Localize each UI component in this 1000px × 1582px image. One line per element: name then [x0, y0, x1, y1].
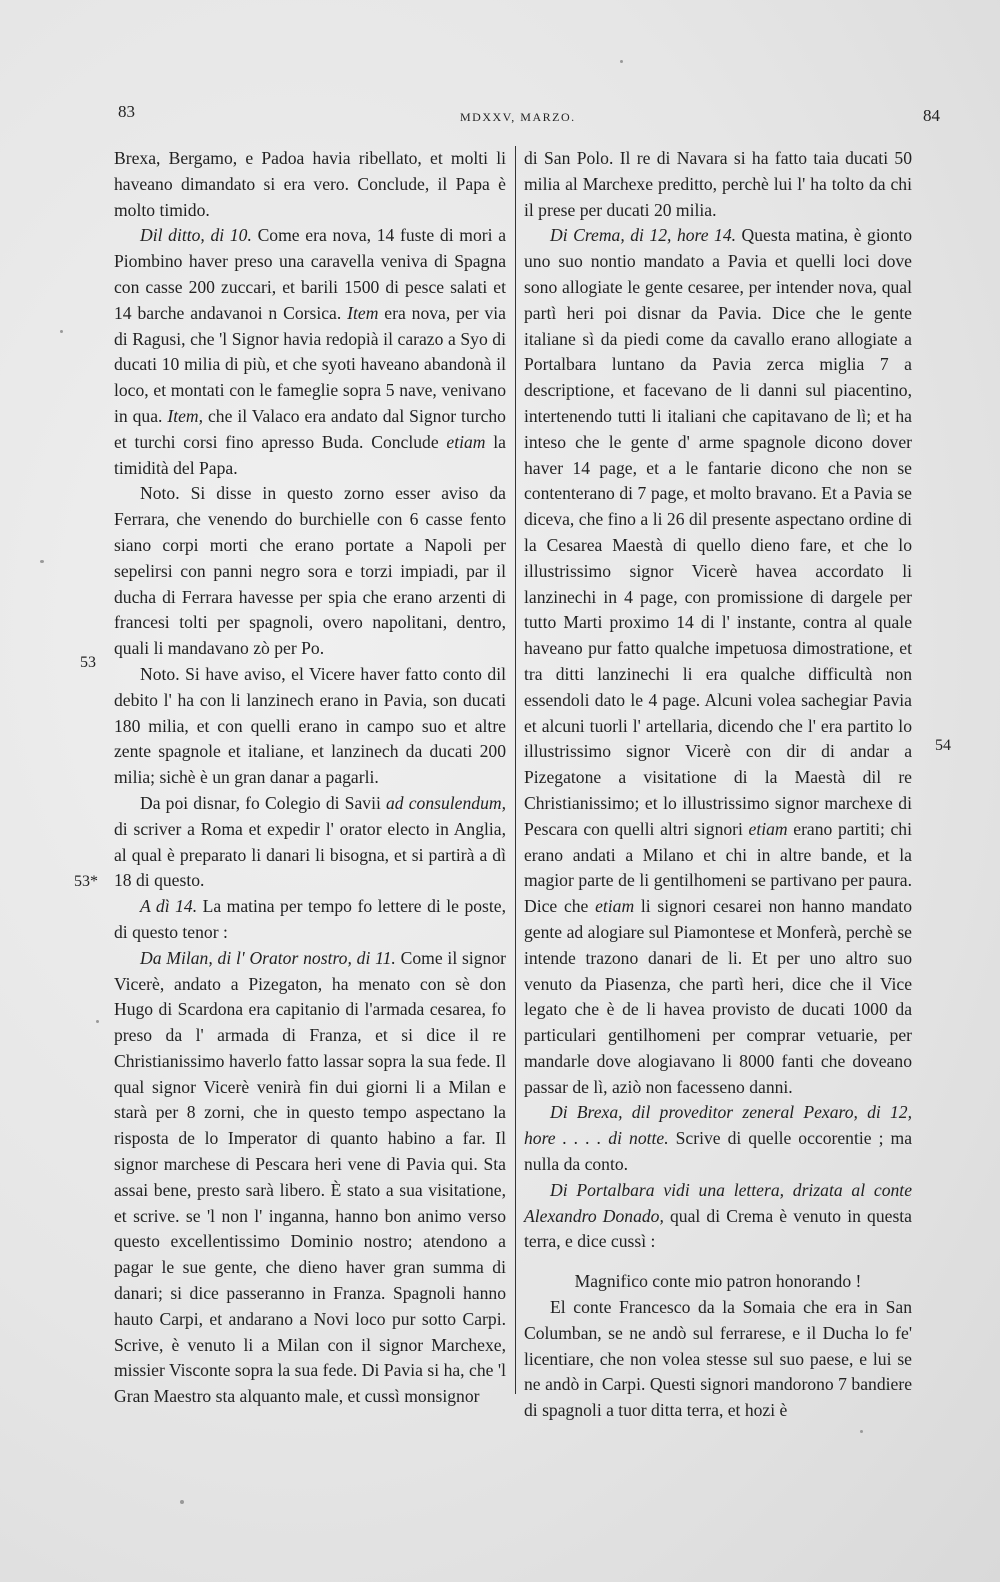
paper-speck — [860, 1430, 863, 1433]
text-run: La matina per tempo fo lettere di le poste, di questo tenor : — [114, 896, 506, 942]
text-run: Come il signor Vicerè, andato a Pizegaton, ha menato con sè don Hugo di Scardona era capitanio di l'armada cesarea, fo preso da l' armada di Franza, et si dice il re Christianissimo haverlo fatto lassar sopra la sua fede. Il qual signor Vicerè venirà fin dui giorni li a Milan e starà per 8 zorni, che in questo tempo aspectano la risposta de lo Imperator di quanto habino a far. Il signor marchese di Pescara heri vene di Pavia qui. Sta assai bene, presto sarà libero. È stato a sua visitatione, et scrive. se 'l non l' inganna, hanno bon animo verso questo excellentissimo Dominio nostro; atendono a pagar le sue gente, che dieno haver gran summa di danari; si dice passeranno in Franza. Spagnoli hanno hauto Carpi, et andarano a Novi loco pur sotto Carpi. Scrive, è venuto li a Milan con il signor Marchexe, missier Visconte sopra la sua fede. Di Pavia si ha, che 'l Gran Maestro sta alquanto male, et cussì monsignor — [114, 947, 506, 1407]
margin-number: 54 — [935, 737, 951, 754]
paper-speck — [40, 560, 44, 563]
dateline: Dil ditto, di 10. — [140, 225, 252, 246]
paragraph — [524, 1100, 912, 1177]
dateline: Di Crema, di 12, hore 14. — [550, 225, 737, 246]
right-column — [524, 146, 912, 1424]
italic-term: etiam — [748, 818, 788, 839]
text-run: era nova, per via di Ragusi, che 'l Signor havia redopià il carazo a Syo di ducati 10 milia di più, et che syoti haveano abandonà il loco, et montati con le fameglie sopra 5 nave, venivano in qua. — [114, 302, 506, 426]
paragraph: Noto. Si have aviso, el Vicere haver fatto conto dil debito l' ha con li lanzinech erano in Pavia, son ducati 180 milia, et con quelli erano in campo suo et altre zente spagnole et italiane, et lanzinech da ducati 200 milia; sichè è un gran danar a pagarli. — [114, 663, 506, 788]
text-run: erano partiti; chi erano andati a Milano et chi in altre bande, et la magior parte de li gentilhomeni se partivano per paura. Dice che — [524, 818, 912, 917]
page-header — [0, 102, 1000, 132]
text-run: la timidità del Papa. — [114, 431, 506, 478]
paragraph — [114, 791, 506, 894]
paper-speck — [620, 60, 623, 63]
letter-salutation: Magnifico conte mio patron honorando ! — [574, 1271, 862, 1292]
paragraph — [114, 894, 506, 946]
dateline: Di Brexa, dil proveditor zeneral Pexaro, di 12, hore . . . . di notte. — [524, 1102, 912, 1149]
paragraph: El conte Francesco da la Somaia che era in San Columban, se ne andò sul ferrarese, e il Ducha lo fe' licentiare, che non volea stesse sul suo paese, e lui se ne andò in Carpi. Questi signori mandorono 7 bandiere di spagnoli a tuor ditta terra, et hozi è — [524, 1297, 912, 1421]
text-run: Scrive di quelle occorentie ; ma nulla da conto. — [524, 1128, 912, 1175]
paragraph — [114, 946, 506, 1410]
text-run: li signori cesarei non hanno mandato gente ad alogiare sul Piamontese et Monferà, perchè se intende trazono danari de li. Et per uno altro suo venuto da Piasenza, che partì heri, dice che il Vice legato che è de li havea provisto de ducati 1000 da particulari gentilhomeni per comprar vetuarie, per mandarle dove alogiavano li 8000 fanti che doveano passar de lì, aziò non facesseno danni. — [524, 896, 912, 1097]
italic-term: Item — [347, 302, 379, 323]
italic-term: Item, — [167, 405, 204, 426]
paper-speck — [96, 1020, 99, 1023]
paragraph — [524, 1178, 912, 1255]
text-run: Questa matina, è gionto uno suo nontio mandato a Pavia et quelli loci dove sono allogiate le gente cesaree, per intender nova, qual partì heri poi disnar da Pavia. Dice che le gente italiane sì da piedi come da cavallo erano allogiate a Portalbara luntano da Pavia zerca miglia 7 a descriptione, et facevano de li danni sul piacentino, intertenendo tutti li italiani che capitavano de lì; et ha inteso che le gente d' arme spagnole dicono dover haver 14 page, et a le fantarie dicono che non se contenterano di 7 page, et molto bravano. Et a Pavia se diceva, che fino a li 26 dil presente aspectano ordine di la Cesarea Maestà di quello dieno fare, et che lo illustrissimo signor Vicerè havea accordato li lanzinechi in 4 page, con promissione di dargele per tutto Marti proximo 14 di l' instante, contra al quale haveano pur fatto qualche impetuosa dimostratione, et tra ditti lanzinechi li era qualche difficultà non essendoli dato le 4 page. Alcuni volea sachegiar Pavia et alcuni tuorli l' artellaria, dicendo che l' era partito lo illustrissimo signor Vicerè con dir di andar a Pizegatone a visitatione di la Maestà dil re Christianissimo; et lo illustrissimo signor marchexe di Pescara con quelli altri signori — [524, 225, 912, 839]
text-run: qual di Crema è venuto in questa terra, e dice cussì : — [524, 1205, 912, 1252]
page-number-left: 83 — [118, 102, 135, 121]
column-rule — [515, 146, 516, 1394]
italic-term: etiam — [446, 431, 486, 452]
italic-term: etiam — [595, 896, 635, 917]
margin-number: 53 — [80, 654, 96, 671]
text-run: Come era nova, 14 fuste di mori a Piombino haver preso una caravella veniva di Spagna con casse 200 zuccari, et barili 1500 di pesce salati et 14 barche andavanoi n Corsica. — [114, 225, 507, 323]
paragraph — [114, 223, 506, 481]
paragraph: Noto. Si disse in questo zorno esser aviso da Ferrara, che venendo do burchielle con 6 casse fento siano corpi morti che erano portate a Napoli per sepelirsi con panni negro sora e torzi impiadi, par il ducha di Ferrara havesse per spia che erano arzenti di francesi tolti per spagnoli, overo napolitani, dentro, quali li mandavano zò per Po. — [114, 483, 506, 659]
text-run: che il Valaco era andato dal Signor turcho et turchi corsi fino apresso Buda. Conclude — [114, 405, 506, 452]
paragraph — [524, 223, 912, 1100]
paper-speck — [180, 1500, 184, 1504]
dateline: A dì 14. — [140, 896, 198, 917]
dateline: Di Portalbara vidi una lettera, drizata al conte Alexandro Donado, — [524, 1179, 912, 1226]
running-head: MDXXV, MARZO. — [460, 110, 576, 124]
paragraph: di San Polo. Il re di Navara si ha fatto taia ducati 50 milia al Marchexe preditto, perchè lui l' ha tolto da chi il prese per ducati 20 milia. — [524, 148, 912, 220]
left-column — [114, 146, 506, 1410]
margin-number: 53* — [74, 873, 98, 890]
dateline: Da Milan, di l' Orator nostro, di 11. — [140, 947, 396, 968]
page-number-right: 84 — [923, 106, 940, 125]
text-run: Da poi disnar, fo Colegio di Savii — [140, 792, 386, 813]
italic-term: ad consulendum, — [386, 792, 506, 813]
paper-speck — [60, 330, 63, 333]
paragraph: Brexa, Bergamo, e Padoa havia ribellato, et molti li haveano dimandato si era vero. Conclude, il Papa è molto timido. — [114, 148, 506, 220]
text-run: di scriver a Roma et expedir l' orator electo in Anglia, al qual è preparato li danari li bisogna, et si partirà a dì 18 di questo. — [114, 818, 506, 891]
